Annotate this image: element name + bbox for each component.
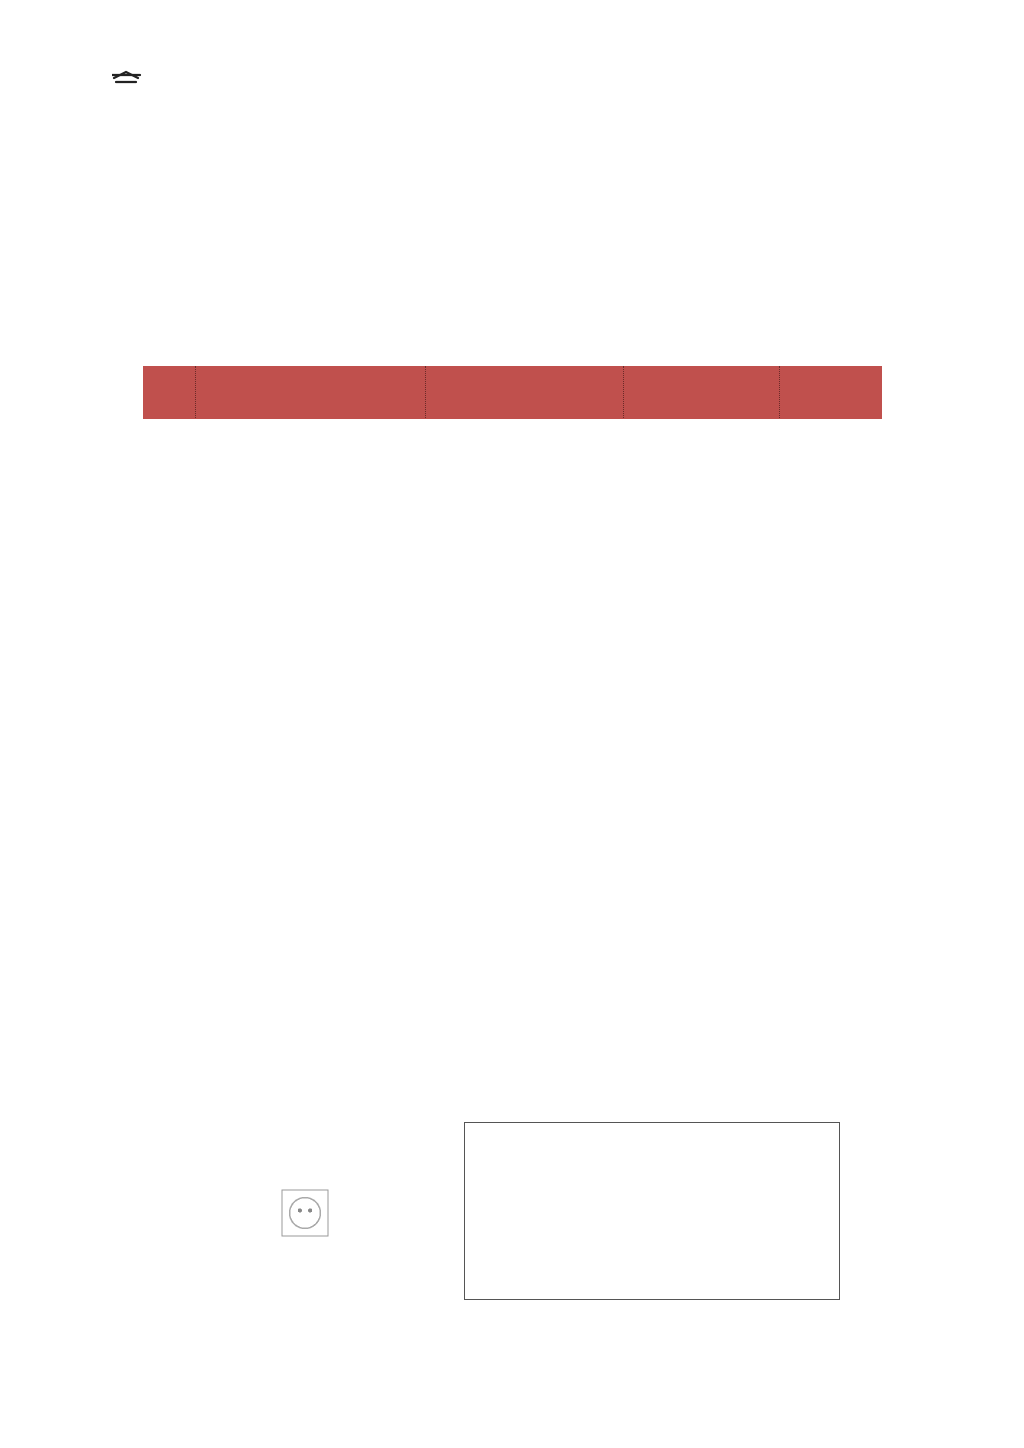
header-no — [144, 366, 196, 419]
info-line-1 — [481, 1141, 823, 1195]
table-header-row — [144, 366, 882, 419]
info-line-2 — [481, 1195, 823, 1249]
new-books-table — [143, 366, 882, 419]
header-title — [196, 366, 426, 419]
more-info-box — [464, 1122, 840, 1300]
header-category — [780, 366, 882, 419]
right-arrow-border — [905, 90, 955, 1360]
header-author — [426, 366, 624, 419]
header-callno — [624, 366, 780, 419]
info-line-3 — [481, 1249, 823, 1303]
qr-code — [210, 1118, 400, 1308]
qr-logo-icon — [282, 1190, 328, 1236]
left-arrow-border — [70, 90, 120, 1360]
bottom-arrow-border — [112, 1350, 912, 1390]
top-arrow-border — [112, 50, 912, 90]
